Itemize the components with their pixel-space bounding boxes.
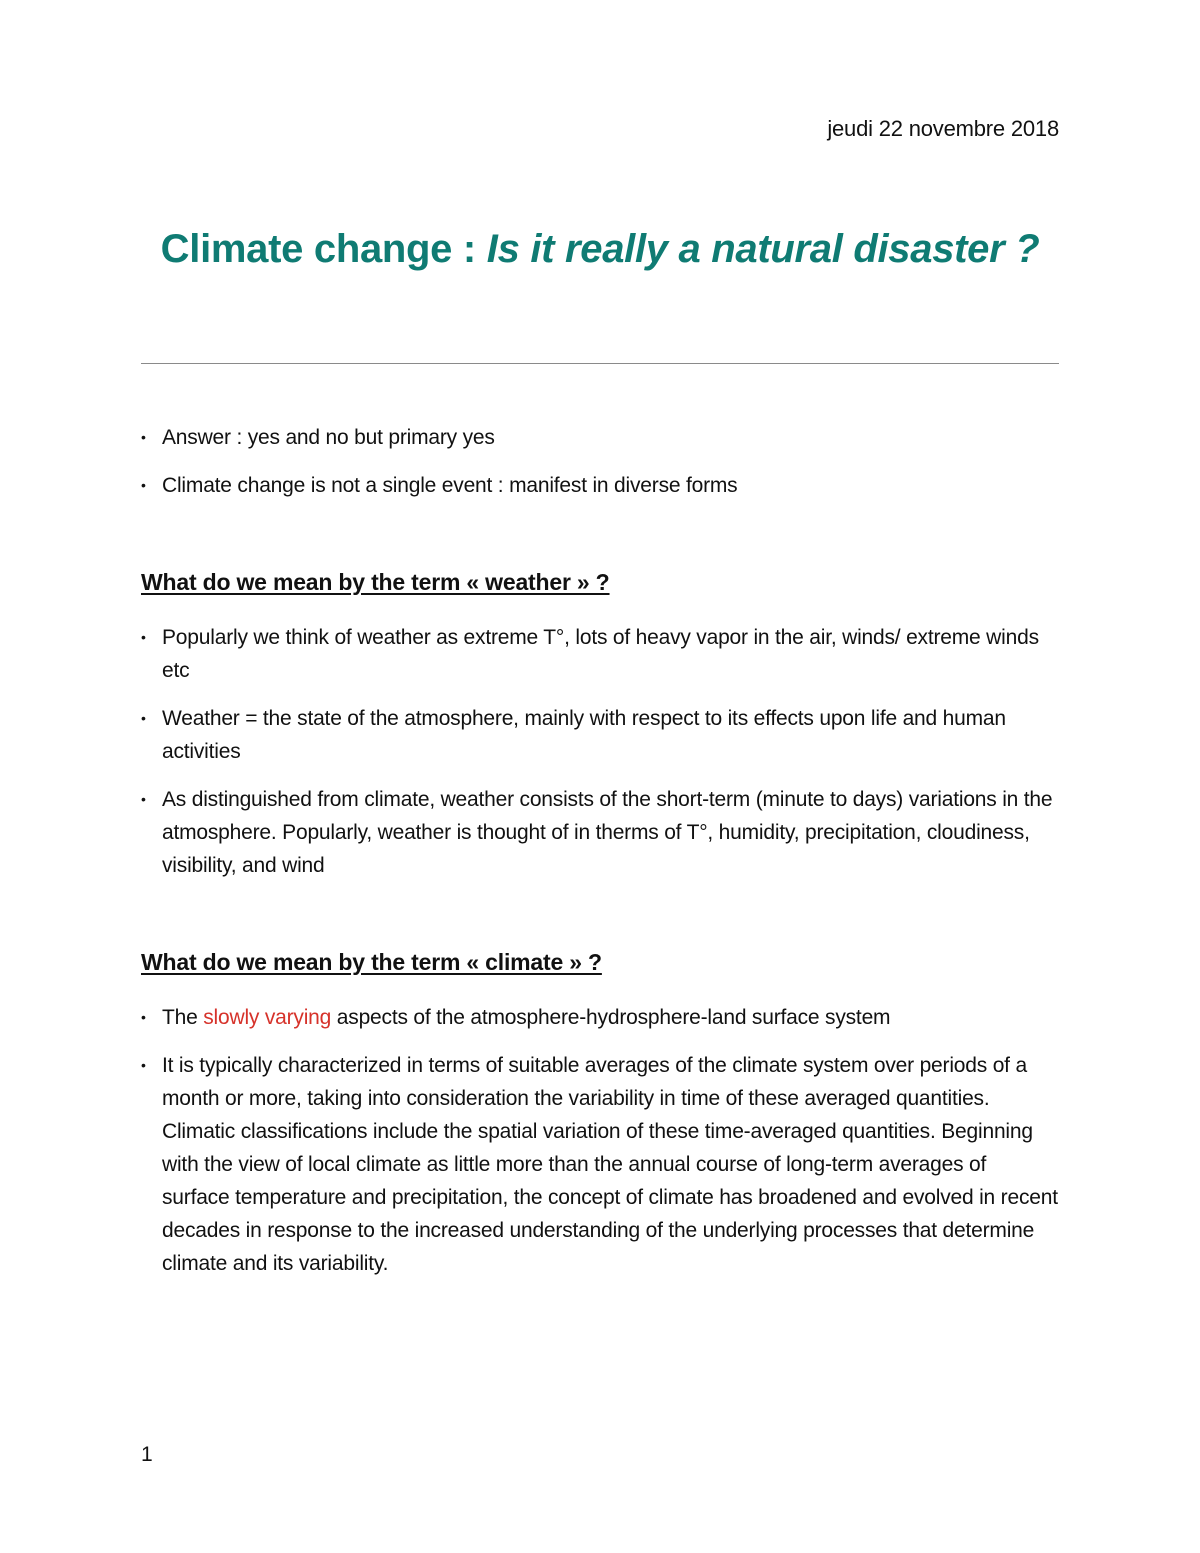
document-title — [141, 222, 1059, 276]
title-italic: Is it really a natural disaster ? — [486, 227, 1040, 271]
list-item — [141, 702, 1059, 768]
document-date: jeudi 22 novembre 2018 — [827, 116, 1059, 141]
highlighted-phrase: slowly varying — [203, 1006, 332, 1029]
list-item-text: As distinguished from climate, weather consists of the short-term (minute to days) variations in the atmosphere. Popularly, weather is thought of in therms of T°, humidity, precipitation, cloudiness, visibility, and wind — [162, 788, 1053, 877]
list-item-text: It is typically characterized in terms of suitable averages of the climate system over periods of a month or more, taking into consideration the variability in time of these averaged quantities. Climatic classifications include the spatial variation of these time-averaged quantities. Beginning with the view of local climate as little more than the annual course of long-term averages of surface temperature and precipitation, the concept of climate has broadened and evolved in recent decades in response to the increased understanding of the underlying processes that determine climate and its variability. — [162, 1054, 1058, 1275]
section-heading-weather: What do we mean by the term « weather » ? — [141, 569, 610, 595]
bullet-dot-icon: • — [141, 710, 146, 726]
list-item — [141, 1001, 1059, 1034]
title-plain: Climate change : — [160, 227, 487, 271]
list-item — [141, 1049, 1059, 1280]
weather-list — [141, 621, 1059, 897]
bullet-dot-icon: • — [141, 1057, 146, 1073]
list-item-text: Climate change is not a single event : manifest in diverse forms — [162, 474, 738, 497]
list-item-text: Weather = the state of the atmosphere, mainly with respect to its effects upon life and human activities — [162, 707, 1006, 763]
list-item — [141, 469, 1059, 502]
climate-list — [141, 1001, 1059, 1295]
title-divider — [141, 363, 1059, 364]
intro-list — [141, 421, 1059, 517]
list-item — [141, 621, 1059, 687]
list-item — [141, 421, 1059, 454]
bullet-dot-icon: • — [141, 477, 146, 493]
section-heading-climate: What do we mean by the term « climate » ? — [141, 949, 602, 975]
page-number: 1 — [141, 1443, 153, 1466]
list-item-text-before: The — [162, 1006, 204, 1029]
bullet-dot-icon: • — [141, 429, 146, 445]
list-item-text: Popularly we think of weather as extreme T°, lots of heavy vapor in the air, winds/ extreme winds etc — [162, 626, 1039, 682]
bullet-dot-icon: • — [141, 1009, 146, 1025]
list-item-text-after: aspects of the atmosphere-hydrosphere-land surface system — [331, 1006, 891, 1029]
list-item-text: Answer : yes and no but primary yes — [162, 426, 495, 449]
bullet-dot-icon: • — [141, 791, 146, 807]
bullet-dot-icon: • — [141, 629, 146, 645]
list-item — [141, 783, 1059, 882]
